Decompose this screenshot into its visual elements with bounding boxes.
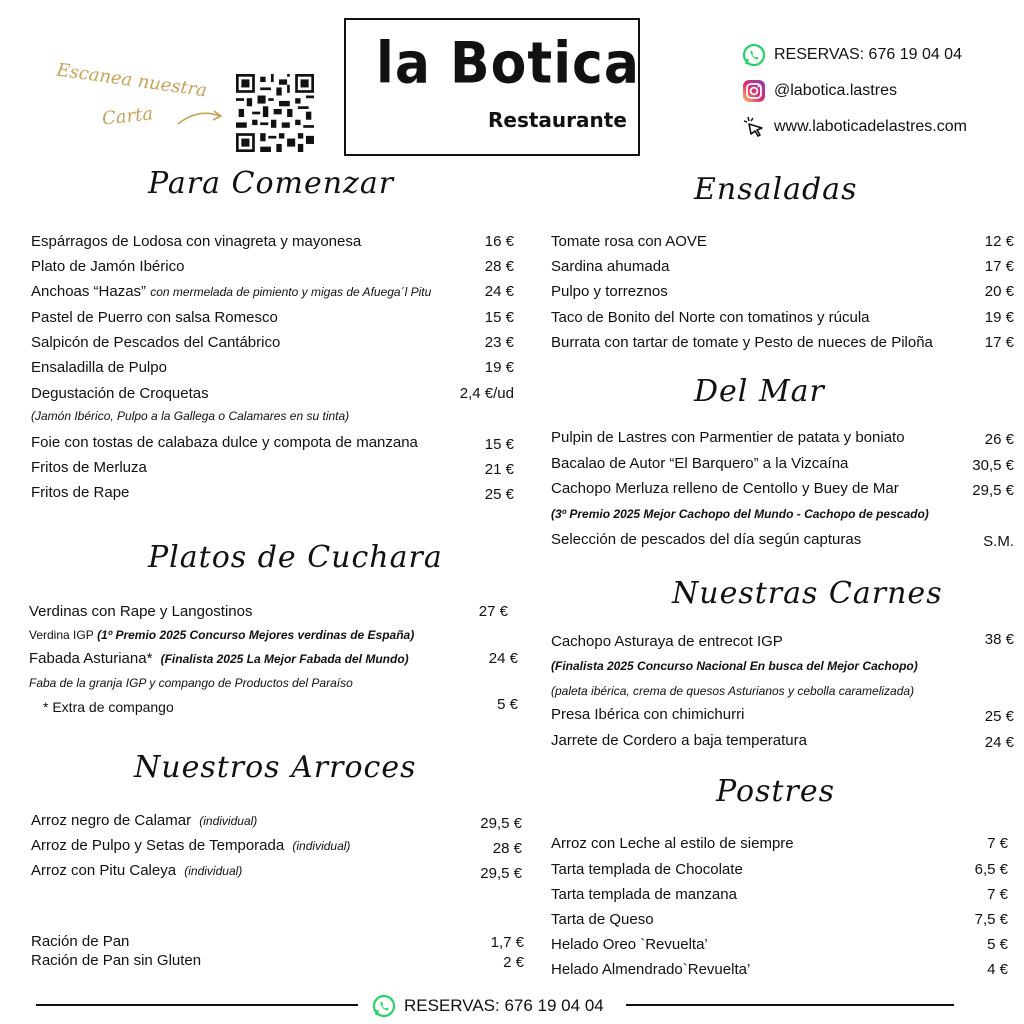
verdinas-award: (1º Premio 2025 Concurso Mejores verdinas de España) (97, 628, 415, 642)
menu-price: 5 € (987, 936, 1008, 953)
menu-item: Sardina ahumada (551, 258, 670, 275)
menu-item: Plato de Jamón Ibérico (31, 258, 185, 275)
menu-item: Pulpo y torreznos (551, 283, 668, 300)
menu-item: Ración de Pan (31, 933, 130, 950)
menu-item-detail: (individual) (292, 839, 351, 853)
menu-item: Ración de Pan sin Gluten (31, 952, 202, 969)
menu-item (31, 862, 242, 880)
menu-price: 25 € (984, 708, 1014, 725)
menu-price: 12 € (984, 233, 1014, 250)
fabada-note: Faba de la granja IGP y compango de Productos del Paraíso (29, 676, 353, 690)
menu-price: 21 € (484, 461, 514, 478)
menu-price: 7 € (987, 835, 1008, 852)
menu-item: Tomate rosa con AOVE (551, 233, 707, 250)
menu-price: 5 € (497, 696, 518, 713)
whatsapp-icon (372, 994, 396, 1018)
menu-item-name: Arroz con Pitu Caleya (31, 862, 177, 879)
menu-item-name: Anchoas “Hazas” (31, 283, 147, 300)
instagram-contact[interactable] (742, 79, 897, 103)
menu-item: Verdinas con Rape y Langostinos (29, 603, 253, 620)
menu-item-detail: (individual) (199, 814, 258, 828)
instagram-icon (742, 79, 766, 103)
menu-item: Helado Oreo `Revuelta’ (551, 936, 708, 953)
menu-item: Ensaladilla de Pulpo (31, 359, 167, 376)
menu-item: Burrata con tartar de tomate y Pesto de nueces de Piloña (551, 334, 933, 351)
menu-item: Presa Ibérica con chimichurri (551, 706, 745, 723)
footer-reservas[interactable] (372, 994, 604, 1018)
menu-item: Helado Almendrado`Revuelta’ (551, 961, 751, 978)
menu-item: Foie con tostas de calabaza dulce y compota de manzana (31, 434, 418, 451)
menu-item: * Extra de compango (43, 699, 174, 715)
section-title-comenzar: Para Comenzar (148, 166, 395, 201)
qr-code-icon[interactable] (236, 74, 314, 152)
croquetas-note: (Jamón Ibérico, Pulpo a la Gallega o Calamares en su tinta) (31, 409, 350, 423)
menu-item-fabada (29, 650, 409, 668)
menu-price: 25 € (484, 486, 514, 503)
menu-item: Cachopo Merluza relleno de Centollo y Buey de Mar (551, 480, 899, 497)
menu-item: Salpicón de Pescados del Cantábrico (31, 334, 281, 351)
menu-item: Taco de Bonito del Norte con tomatinos y rúcula (551, 309, 870, 326)
logo-subtitle: Restaurante (488, 108, 627, 132)
menu-item: Pulpin de Lastres con Parmentier de patata y boniato (551, 429, 905, 446)
menu-price: 24 € (488, 650, 518, 667)
menu-price: 19 € (984, 309, 1014, 326)
menu-item: Tarta templada de manzana (551, 886, 737, 903)
menu-price: S.M. (983, 533, 1014, 550)
menu-price: 17 € (984, 334, 1014, 351)
verdinas-note-a: Verdina IGP (29, 628, 94, 642)
menu-item: Tarta templada de Chocolate (551, 861, 743, 878)
menu-price: 1,7 € (490, 934, 524, 951)
menu-price: 19 € (484, 359, 514, 376)
menu-price: 15 € (484, 436, 514, 453)
menu-price: 2 € (503, 954, 524, 971)
footer-divider-left (36, 1004, 358, 1006)
menu-item: Jarrete de Cordero a baja temperatura (551, 732, 807, 749)
menu-price: 7,5 € (974, 911, 1008, 928)
menu-item: Fritos de Rape (31, 484, 130, 501)
menu-price: 29,5 € (972, 482, 1014, 499)
menu-price: 15 € (484, 309, 514, 326)
menu-item: Arroz con Leche al estilo de siempre (551, 835, 794, 852)
menu-item-name: Fabada Asturiana* (29, 650, 153, 667)
website-text: www.laboticadelastres.com (774, 118, 967, 135)
menu-price: 23 € (484, 334, 514, 351)
menu-item: Selección de pescados del día según capturas (551, 531, 862, 548)
menu-price: 20 € (984, 283, 1014, 300)
whatsapp-icon (742, 43, 766, 67)
section-title-arroces: Nuestros Arroces (134, 750, 417, 785)
menu-price: 24 € (984, 734, 1014, 751)
menu-item: Cachopo Asturaya de entrecot IGP (551, 633, 783, 650)
scan-line-1: Escanea nuestra (55, 59, 209, 102)
menu-item: Bacalao de Autor “El Barquero” a la Vizcaína (551, 455, 849, 472)
scan-line-2: Carta (101, 103, 155, 130)
footer-divider-right (626, 1004, 954, 1006)
menu-item: Fritos de Merluza (31, 459, 147, 476)
cachopo-merluza-award (551, 507, 929, 521)
logo (344, 18, 640, 156)
section-title-carnes: Nuestras Carnes (672, 576, 943, 611)
menu-price: 30,5 € (972, 457, 1014, 474)
menu-price: 28 € (492, 840, 522, 857)
menu-item: Pastel de Puerro con salsa Romesco (31, 309, 278, 326)
section-title-postres: Postres (716, 774, 835, 809)
menu-item (31, 837, 350, 855)
menu-price: 38 € (984, 631, 1014, 648)
cursor-click-icon (742, 115, 766, 139)
menu-price: 4 € (987, 961, 1008, 978)
cachopo-asturaya-note: (paleta ibérica, crema de quesos Asturianos y cebolla caramelizada) (551, 684, 915, 698)
cachopo-asturaya-award (551, 659, 918, 673)
menu-price: 29,5 € (480, 815, 522, 832)
menu-price: 27 € (478, 603, 508, 620)
menu-item-name: Arroz negro de Calamar (31, 812, 192, 829)
cachopo-asturaya-award-text: (Finalista 2025 Concurso Nacional En busca del Mejor Cachopo) (551, 659, 918, 673)
section-title-ensaladas: Ensaladas (694, 172, 858, 207)
menu-item-anchoas (31, 283, 431, 301)
arrow-icon (176, 104, 226, 130)
menu-price: 2,4 €/ud (459, 385, 514, 402)
cachopo-merluza-award-text: (3º Premio 2025 Mejor Cachopo del Mundo - Cachopo de pescado) (551, 507, 929, 521)
reservas-text: RESERVAS: 676 19 04 04 (774, 46, 962, 63)
menu-price: 29,5 € (480, 865, 522, 882)
menu-item: Espárragos de Lodosa con vinagreta y mayonesa (31, 233, 362, 250)
menu-item-detail: (individual) (184, 864, 243, 878)
fabada-award: (Finalista 2025 La Mejor Fabada del Mundo) (160, 652, 409, 666)
menu-item: Tarta de Queso (551, 911, 654, 928)
menu-item-name: Arroz de Pulpo y Setas de Temporada (31, 837, 285, 854)
reservas-contact[interactable] (742, 43, 962, 67)
menu-price: 17 € (984, 258, 1014, 275)
menu-price: 7 € (987, 886, 1008, 903)
menu-price: 26 € (984, 431, 1014, 448)
menu-price: 24 € (484, 283, 514, 300)
section-title-cuchara: Platos de Cuchara (148, 540, 443, 575)
instagram-text: @labotica.lastres (774, 82, 897, 99)
website-contact[interactable] (742, 115, 967, 139)
menu-price: 6,5 € (974, 861, 1008, 878)
menu-item (31, 812, 257, 830)
section-title-mar: Del Mar (694, 374, 825, 409)
menu-price: 28 € (484, 258, 514, 275)
logo-title: la Botica (376, 31, 640, 97)
menu-item: Degustación de Croquetas (31, 385, 209, 402)
verdinas-note (29, 628, 414, 642)
footer-reservas-text: RESERVAS: 676 19 04 04 (404, 996, 604, 1015)
menu-price: 16 € (484, 233, 514, 250)
menu-item-detail: con mermelada de pimiento y migas de Afuega´l Pitu (150, 285, 432, 299)
